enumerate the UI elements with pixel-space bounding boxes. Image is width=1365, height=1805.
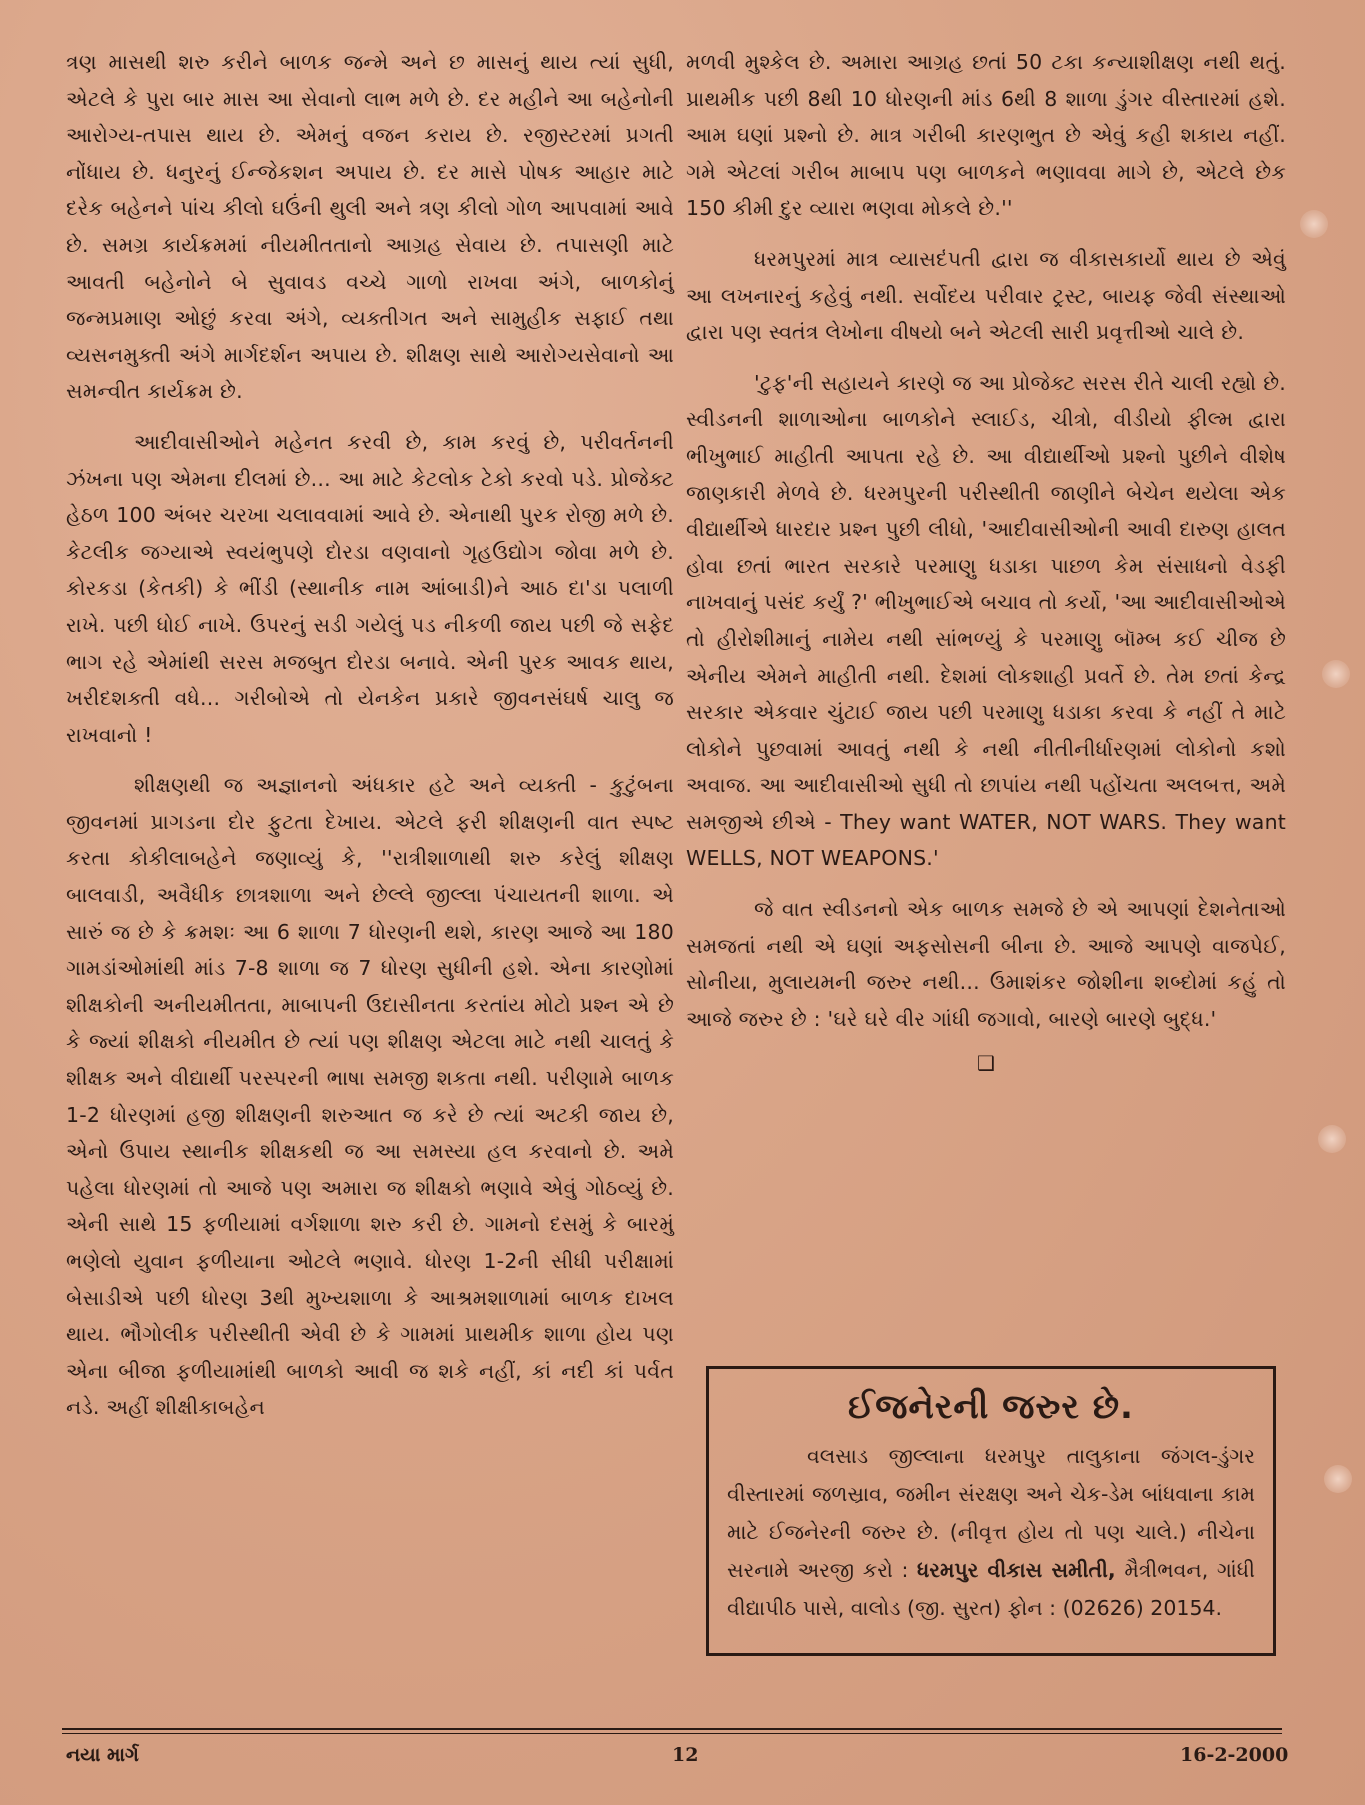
ad-body xyxy=(727,1437,1255,1627)
paragraph-education: શીક્ષણથી જ અજ્ઞાનનો અંધકાર હટે અને વ્યક્તી - કુટુંબના જીવનમાં પ્રાગડના દોર ફુટતા દેખાય. એટલે ફરી શીક્ષણની વાત સ્પષ્ટ કરતા કોકીલાબહેને જણાવ્યું કે, ''રાત્રીશાળાથી શરુ કરેલું શીક્ષણ બાલવાડી, અવૈધીક છાત્રશાળા અને છેલ્લે જીલ્લા પંચાયતની શાળા. એ સારું જ છે કે ક્રમશઃ આ 6 શાળા 7 ધોરણની થશે, કારણ આજે આ 180 ગામડાંઓમાંથી માંડ 7-8 શાળા જ 7 ધોરણ સુધીની હશે. એના કારણોમાં શીક્ષકોની અનીયમીતતા, માબાપની ઉદાસીનતા કરતાંય મોટો પ્રશ્ન એ છે કે જ્યાં શીક્ષકો નીયમીત છે ત્યાં પણ શીક્ષણ એટલા માટે નથી ચાલતું કે શીક્ષક અને વીદ્યાર્થી પરસ્પરની ભાષા સમજી શકતા નથી. પરીણામે બાળક 1-2 ધોરણમાં હજી શીક્ષણની શરુઆત જ કરે છે ત્યાં અટકી જાય છે, એનો ઉપાય સ્થાનીક શીક્ષકથી જ આ સમસ્યા હલ કરવાનો છે. અમે પહેલા ધોરણમાં તો આજે પણ અમારા જ શીક્ષકો ભણાવે એવું ગોઠવ્યું છે. એની સાથે 15 ફળીયામાં વર્ગશાળા શરુ કરી છે. ગામનો દસમું કે બારમું ભણેલો યુવાન ફળીયાના ઓટલે ભણાવે. ધોરણ 1-2ની સીધી પરીક્ષામાં બેસાડીએ પછી ધોરણ 3થી મુખ્યશાળા કે આશ્રમશાળામાં બાળક દાખલ થાય. ભૌગોલીક પરીસ્થીતી એવી છે કે ગામમાં પ્રાથમીક શાળા હોય પણ એના બીજા ફળીયામાંથી બાળકો આવી જ શકે નહીં, કાં નદી કાં પર્વત નડે. અહીં શીક્ષીકાબહેન xyxy=(66,773,674,1420)
left-column xyxy=(66,44,674,1440)
end-of-article-mark: ❑ xyxy=(977,1051,995,1076)
paper-damage-mark xyxy=(1322,660,1350,688)
paper-damage-mark xyxy=(1300,210,1328,238)
ad-address-rest: મૈત્રીભવન, ગાંધી વીદ્યાપીઠ પાસે, વાલોડ (જી. સુરત) ફોન : (02626) 20154. xyxy=(727,1558,1255,1620)
paragraph-livelihood: આદીવાસીઓને મહેનત કરવી છે, કામ કરવું છે, પરીવર્તનની ઝંખના પણ એમના દીલમાં છે... આ માટે કેટલોક ટેકો કરવો પડે. પ્રોજેક્ટ હેઠળ 100 અંબર ચરખા ચલાવવામાં આવે છે. એનાથી પુરક રોજી મળે છે. કેટલીક જગ્યાએ સ્વયંભુપણે દોરડા વણવાનો ગૃહઉદ્યોગ જોવા મળે છે. કોરકડા (કેતકી) કે ભીંડી (સ્થાનીક નામ આંબાડી)ને આઠ દા'ડા પલાળી રાખે. પછી ધોઈ નાખે. ઉપરનું સડી ગયેલું પડ નીકળી જાય પછી જે સફેદ ભાગ રહે એમાંથી સરસ મજબુત દોરડા બનાવે. એની પુરક આવક થાય, ખરીદશક્તી વધે... ગરીબોએ તો યેનકેન પ્રકારે જીવનસંઘર્ષ ચાલુ જ રાખવાનો ! xyxy=(66,429,674,747)
footer-date: 16-2-2000 xyxy=(1180,1744,1289,1766)
engineer-wanted-ad xyxy=(706,1366,1276,1656)
ad-address-name: ધરમપુર વીકાસ સમીતી, xyxy=(917,1558,1116,1582)
footer-publication-name: નયા માર્ગ xyxy=(66,1744,139,1766)
paper-damage-mark xyxy=(1324,1465,1352,1493)
paragraph-health-services: ત્રણ માસથી શરુ કરીને બાળક જન્મે અને છ માસનું થાય ત્યાં સુધી, એટલે કે પુરા બાર માસ આ સેવાનો લાભ મળે છે. દર મહીને આ બહેનોની આરોગ્ય-તપાસ થાય છે. એમનું વજન કરાય છે. રજીસ્ટરમાં પ્રગતી નોંધાય છે. ધનુરનું ઈન્જેકશન અપાય છે. દર માસે પોષક આહાર માટે દરેક બહેનને પાંચ કીલો ઘઉંની થુલી અને ત્રણ કીલો ગોળ આપવામાં આવે છે. સમગ્ર કાર્યક્રમમાં નીયમીતતાનો આગ્રહ સેવાય છે. તપાસણી માટે આવતી બહેનોને બે સુવાવડ વચ્ચે ગાળો રાખવા અંગે, બાળકોનું જન્મપ્રમાણ ઓછું કરવા અંગે, વ્યક્તીગત અને સામુહીક સફાઈ તથા વ્યસનમુક્તી અંગે માર્ગદર્શન અપાય છે. શીક્ષણ સાથે આરોગ્યસેવાનો આ સમન્વીત કાર્યક્રમ છે. xyxy=(66,50,674,404)
footer-rule-thin xyxy=(62,1733,1282,1734)
ad-title: ઈજનેરની જરુર છે. xyxy=(848,1387,1134,1427)
paragraph-continuation: મળવી મુશ્કેલ છે. અમારા આગ્રહ છતાં 50 ટકા કન્યાશીક્ષણ નથી થતું. પ્રાથમીક પછી 8થી 10 ધોરણની માંડ 6થી 8 શાળા ડુંગર વીસ્તારમાં હશે. આમ ઘણાં પ્રશ્નો છે. માત્ર ગરીબી કારણભુત છે એવું કહી શકાય નહીં. ગમે એટલાં ગરીબ માબાપ પણ બાળકને ભણાવવા માગે છે, એટલે છેક 150 કીમી દુર વ્યારા ભણવા મોકલે છે.'' xyxy=(686,50,1286,221)
paragraph-other-organizations: ધરમપુરમાં માત્ર વ્યાસદંપતી દ્વારા જ વીકાસકાર્યો થાય છે એવું આ લખનારનું કહેવું નથી. સર્વોદય પરીવાર ટ્રસ્ટ, બાયફ જેવી સંસ્થાઓ દ્વારા પણ સ્વતંત્ર લેખોના વીષયો બને એટલી સારી પ્રવૃત્તીઓ ચાલે છે. xyxy=(686,246,1286,345)
paper-damage-mark xyxy=(1318,1125,1346,1153)
right-column xyxy=(686,44,1286,1083)
footer-rule xyxy=(62,1728,1282,1730)
footer-page-number: 12 xyxy=(672,1744,699,1766)
paragraph-conclusion: જે વાત સ્વીડનનો એક બાળક સમજે છે એ આપણાં દેશનેતાઓ સમજતાં નથી એ ઘણાં અફસોસની બીના છે. આજે આપણે વાજપેઈ, સોનીયા, મુલાયમની જરુર નથી... ઉમાશંકર જોશીના શબ્દોમાં કહું તો આજે જરુર છે : 'ઘરે ઘરે વીર ગાંધી જગાવો, બારણે બારણે બુદ્ધ.' xyxy=(686,897,1286,1031)
ad-body-text: વલસાડ જીલ્લાના ધરમપુર તાલુકાના જંગલ-ડુંગર વીસ્તારમાં જળસ્રાવ, જમીન સંરક્ષણ અને ચેક-ડેમ બાંધવાના કામ માટે ઈજનેરની જરુર છે. (નીવૃત્ત હોય તો પણ ચાલે.) નીચેના સરનામે અરજી કરો : xyxy=(727,1444,1255,1582)
paragraph-sweden-students: 'ટુફ'ની સહાયને કારણે જ આ પ્રોજેક્ટ સરસ રીતે ચાલી રહ્યો છે. સ્વીડનની શાળાઓના બાળકોને સ્લાઈડ, ચીત્રો, વીડીયો ફીલ્મ દ્વારા ભીખુભાઈ માહીતી આપતા રહે છે. આ વીદ્યાર્થીઓ પ્રશ્નો પુછીને વીશેષ જાણકારી મેળવે છે. ધરમપુરની પરીસ્થીતી જાણીને બેચેન થયેલા એક વીદ્યાર્થીએ ધારદાર પ્રશ્ન પુછી લીધો, 'આદીવાસીઓની આવી દારુણ હાલત હોવા છતાં ભારત સરકારે પરમાણુ ધડાકા પાછળ કેમ સંસાધનો વેડફી નાખવાનું પસંદ કર્યું ?' ભીખુભાઈએ બચાવ તો કર્યો, 'આ આદીવાસીઓએ તો હીરોશીમાનું નામેય નથી સાંભળ્યું કે પરમાણુ બૉમ્બ કઈ ચીજ છે એનીય એમને માહીતી નથી. દેશમાં લોકશાહી પ્રવર્તે છે. તેમ છતાં કેન્દ્ર સરકાર એકવાર ચુંટાઈ જાય પછી પરમાણુ ધડાકા કરવા કે નહીં તે માટે લોકોને પુછવામાં આવતું નથી કે નથી નીતીનીર્ધારણમાં લોકોનો કશો અવાજ. આ આદીવાસીઓ સુધી તો છાપાંય નથી પહોંચતા અલબત્ત, અમે સમજીએ છીએ - They want WATER, NOT WARS. They want WELLS, NOT WEAPONS.' xyxy=(686,370,1286,871)
